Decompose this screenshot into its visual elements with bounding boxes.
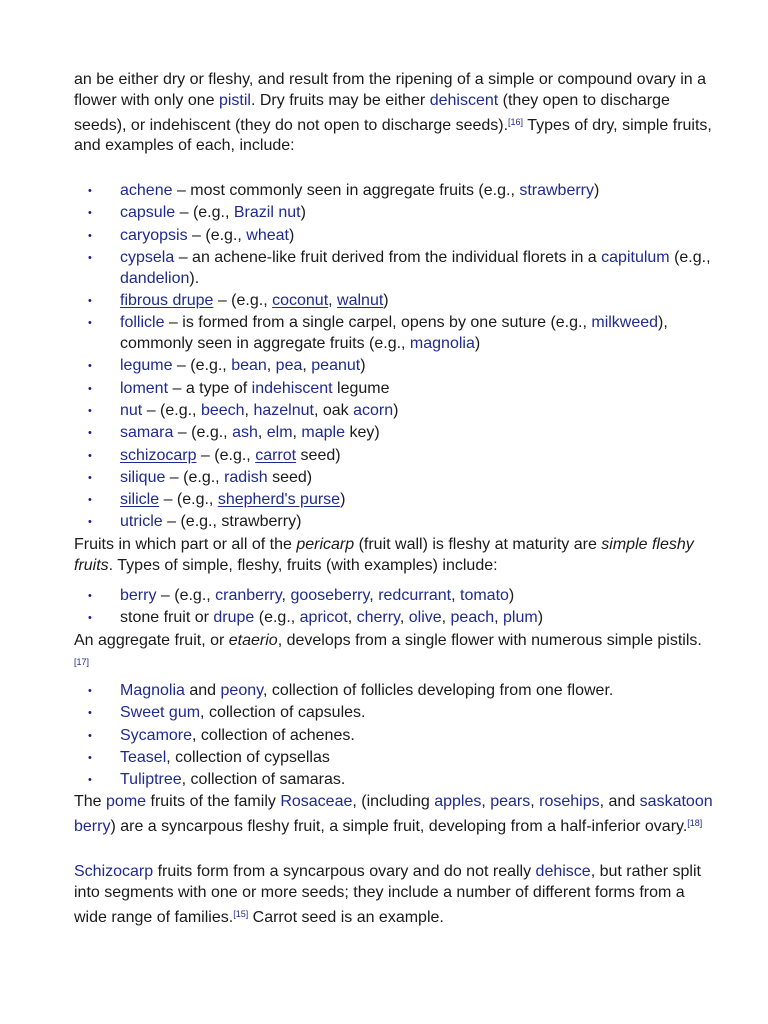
- list-text: ,: [244, 401, 254, 419]
- plum-link[interactable]: plum: [503, 609, 538, 627]
- bullet-icon: •: [88, 317, 92, 330]
- legume-link[interactable]: legume: [120, 357, 173, 375]
- etaerio-term: etaerio: [228, 632, 278, 649]
- list-text: ,: [451, 587, 460, 604]
- list-text: ,: [281, 587, 291, 604]
- list-item-silique: [74, 468, 714, 489]
- dehisce-link[interactable]: dehisce: [535, 863, 591, 880]
- list-text: (e.g.,: [254, 609, 300, 627]
- apples-link[interactable]: apples: [434, 793, 482, 810]
- bullet-icon: •: [88, 707, 92, 720]
- schizocarp-paragraph: [74, 862, 714, 928]
- peanut-link[interactable]: peanut: [311, 357, 361, 375]
- citation-16[interactable]: [16]: [508, 116, 524, 127]
- list-text: – a type of: [168, 379, 252, 397]
- bullet-icon: •: [88, 471, 92, 484]
- aggregate-paragraph: [74, 631, 714, 677]
- bullet-icon: •: [88, 294, 92, 307]
- intro-text-3: (they open to discharge seeds), or indehiscent (they do not open to discharge seeds).: [74, 91, 670, 134]
- bullet-icon: •: [88, 612, 92, 625]
- bean-link[interactable]: bean: [231, 357, 267, 375]
- bullet-icon: •: [88, 427, 92, 440]
- bullet-icon: •: [88, 494, 92, 507]
- dry-fruits-list-block: [74, 181, 714, 535]
- para-text: . Types of simple, fleshy, fruits (with examples) include:: [108, 556, 498, 574]
- rosehips-link[interactable]: rosehips: [539, 793, 600, 810]
- list-text: seed): [267, 468, 313, 486]
- magnolia-link[interactable]: magnolia: [409, 335, 475, 353]
- list-item-sweet-gum: [74, 703, 714, 724]
- list-text: , collection of follicles developing from one flower.: [262, 682, 614, 699]
- redcurrant-link[interactable]: redcurrant: [378, 587, 452, 604]
- list-text: , collection of samaras.: [181, 771, 346, 789]
- para-text: ) are a syncarpous fleshy fruit, a simple fruit, developing from a half-inferior ovary.: [110, 817, 688, 835]
- hazelnut-link[interactable]: hazelnut: [253, 401, 314, 419]
- walnut-link[interactable]: walnut: [337, 291, 384, 309]
- sycamore-link[interactable]: Sycamore: [120, 726, 193, 744]
- bullet-icon: •: [88, 382, 92, 395]
- berry-link[interactable]: berry: [120, 587, 157, 604]
- list-text: – is formed from a single carpel, opens by one suture (e.g.,: [164, 314, 592, 332]
- list-text: stone fruit or: [120, 609, 214, 627]
- list-text: – (e.g.,: [175, 204, 234, 222]
- bullet-icon: •: [88, 404, 92, 417]
- list-text: ,: [399, 609, 409, 627]
- bullet-icon: •: [88, 729, 92, 742]
- list-text: ,: [494, 609, 504, 627]
- para-text: An aggregate fruit, or: [74, 632, 229, 649]
- list-text: ): [340, 491, 346, 509]
- list-text: – most commonly seen in aggregate fruits (e.g.,: [172, 182, 520, 199]
- samara-link[interactable]: samara: [120, 424, 174, 442]
- list-text: – (e.g.,: [213, 291, 273, 309]
- bullet-icon: •: [88, 185, 92, 197]
- list-text: and: [184, 682, 221, 699]
- bullet-icon: •: [88, 751, 92, 764]
- list-item-fibrous-drupe: [74, 291, 714, 312]
- maple-link[interactable]: maple: [301, 424, 345, 442]
- olive-link[interactable]: olive: [408, 609, 442, 627]
- intro-text-2: . Dry fruits may be either: [250, 91, 430, 109]
- intro-paragraph: [74, 70, 714, 157]
- list-text: – (e.g.,: [159, 491, 218, 509]
- list-item-stone-fruit: [74, 608, 714, 629]
- list-item-tuliptree: [74, 770, 714, 791]
- list-item-magnolia: [74, 681, 714, 702]
- tomato-link[interactable]: tomato: [460, 587, 509, 604]
- list-item-utricle: [74, 512, 714, 533]
- list-item-capsule: [74, 203, 714, 224]
- list-text: ): [300, 204, 306, 222]
- bullet-icon: •: [88, 449, 92, 462]
- bullet-icon: •: [88, 251, 92, 264]
- citation-17[interactable]: [17]: [74, 656, 90, 667]
- list-text: – (e.g.,: [142, 401, 201, 419]
- list-text: ): [594, 182, 600, 199]
- shepherds-purse-link[interactable]: shepherd's purse: [217, 491, 341, 509]
- utricle-link[interactable]: utricle: [120, 513, 163, 531]
- schizocarp-para-link[interactable]: Schizocarp: [74, 863, 154, 880]
- intro-text-1: an be either dry or fleshy, and result from the ripening of a simple or compound ovary in a flower with only one: [74, 71, 707, 109]
- bullet-icon: •: [88, 685, 92, 697]
- list-text: (e.g.,: [669, 248, 711, 266]
- list-text: – an achene-like fruit derived from the individual florets in a: [174, 248, 602, 266]
- list-item-teasel: [74, 748, 714, 769]
- bullet-icon: •: [88, 207, 92, 220]
- cranberry-link[interactable]: cranberry: [215, 587, 282, 604]
- aggregate-paragraph-block: [74, 631, 714, 677]
- milkweed-link[interactable]: milkweed: [591, 314, 659, 332]
- list-item-loment: [74, 379, 714, 400]
- list-item-samara: [74, 423, 714, 444]
- coconut-link[interactable]: coconut: [272, 291, 329, 309]
- list-text: seed): [296, 446, 341, 464]
- pome-paragraph-block: [74, 792, 714, 838]
- fleshy-paragraph: [74, 535, 714, 577]
- fleshy-fruits-list-block: [74, 586, 714, 631]
- simple-fleshy-fruits-term: simple fleshy fruits: [74, 536, 694, 574]
- intro-paragraph-block: [74, 70, 714, 157]
- list-text: ).: [189, 269, 200, 287]
- saskatoon-berry-link[interactable]: saskatoon berry: [74, 793, 713, 835]
- bullet-icon: •: [88, 516, 92, 529]
- list-text: ,: [292, 424, 302, 442]
- ash-link[interactable]: ash: [232, 424, 258, 442]
- list-text: ,: [302, 357, 312, 375]
- list-item-cypsela: [74, 248, 714, 290]
- caryopsis-link[interactable]: caryopsis: [120, 226, 188, 244]
- rosaceae-link[interactable]: Rosaceae: [280, 793, 353, 810]
- list-text: ), commonly seen in aggregate fruits (e.g.,: [120, 314, 668, 353]
- fleshy-paragraph-block: [74, 535, 714, 577]
- gooseberry-link[interactable]: gooseberry: [290, 587, 370, 604]
- list-text: – (e.g.,: [173, 424, 233, 442]
- magnolia-genus-link[interactable]: Magnolia: [120, 682, 185, 699]
- list-item-sycamore: [74, 726, 714, 747]
- list-text: ,: [257, 424, 267, 442]
- list-text: ,: [369, 587, 379, 604]
- indehiscent-link[interactable]: indehiscent: [251, 379, 333, 397]
- pome-link[interactable]: pome: [106, 793, 147, 810]
- list-text: – (e.g.,: [172, 357, 232, 375]
- list-text: , collection of achenes.: [192, 726, 355, 744]
- list-item-berry: [74, 586, 714, 607]
- list-text: ): [474, 335, 481, 353]
- bullet-icon: •: [88, 360, 92, 373]
- carrot-link[interactable]: carrot: [255, 446, 297, 464]
- para-text: , but rather split into segments with one or more seeds; they include a number of different forms from a wide range of families.: [74, 863, 701, 926]
- pome-paragraph: [74, 792, 714, 838]
- wheat-link[interactable]: wheat: [246, 226, 289, 244]
- bullet-icon: •: [88, 774, 92, 787]
- drupe-link[interactable]: drupe: [213, 609, 255, 627]
- list-text: ): [288, 226, 295, 244]
- para-text: ,: [530, 793, 540, 810]
- para-text: ,: [481, 793, 491, 810]
- strawberry-link[interactable]: strawberry: [519, 182, 595, 199]
- para-text: fruits of the family: [146, 793, 281, 810]
- follicle-link[interactable]: follicle: [120, 314, 165, 332]
- silique-link[interactable]: silique: [120, 468, 166, 486]
- list-text: ,: [266, 357, 276, 375]
- schizocarp-link[interactable]: schizocarp: [120, 446, 197, 464]
- fleshy-fruits-list: [74, 586, 714, 629]
- list-text: , oak: [313, 401, 354, 419]
- list-text: legume: [332, 379, 390, 397]
- list-item-follicle: [74, 313, 714, 355]
- list-text: , collection of cypsellas: [166, 748, 330, 766]
- bullet-icon: •: [88, 590, 92, 602]
- aggregate-fruits-list-block: [74, 681, 714, 792]
- acorn-link[interactable]: acorn: [353, 401, 394, 419]
- list-item-silicle: [74, 490, 714, 511]
- nut-link[interactable]: nut: [120, 401, 143, 419]
- para-text: (fruit wall) is fleshy at maturity are: [354, 536, 602, 553]
- schizocarp-paragraph-block: [74, 862, 714, 928]
- para-text: , (including: [352, 793, 435, 810]
- list-text: ): [537, 609, 544, 627]
- dehiscent-link[interactable]: dehiscent: [429, 91, 499, 109]
- tuliptree-link[interactable]: Tuliptree: [120, 771, 182, 789]
- citation-18[interactable]: [18]: [687, 817, 703, 828]
- capitulum-link[interactable]: capitulum: [601, 248, 670, 266]
- list-text: key): [345, 424, 380, 442]
- pistil-link[interactable]: pistil: [218, 91, 251, 109]
- list-item-legume: [74, 356, 714, 377]
- brazil-nut-link[interactable]: Brazil nut: [233, 204, 301, 222]
- list-item-nut: [74, 401, 714, 422]
- fibrous-drupe-link[interactable]: fibrous drupe: [120, 291, 214, 309]
- list-text: ): [360, 357, 366, 375]
- pears-link[interactable]: pears: [490, 793, 531, 810]
- citation-15[interactable]: [15]: [233, 908, 249, 919]
- para-text: fruits form from a syncarpous ovary and do not really: [153, 863, 536, 880]
- dry-fruits-list: [74, 181, 714, 533]
- beech-link[interactable]: beech: [200, 401, 245, 419]
- list-text: – (e.g.,: [165, 468, 225, 486]
- list-text: – (e.g.,: [156, 587, 216, 604]
- cypsela-link[interactable]: cypsela: [120, 248, 175, 266]
- pericarp-term: pericarp: [296, 536, 355, 553]
- list-text: ): [508, 587, 515, 604]
- pea-link[interactable]: pea: [275, 357, 303, 375]
- list-text: ,: [328, 291, 338, 309]
- capsule-link[interactable]: capsule: [120, 204, 176, 222]
- para-text: The: [74, 793, 107, 810]
- peony-link[interactable]: peony: [220, 682, 263, 699]
- list-item-achene: [74, 181, 714, 202]
- list-text: – (e.g.,: [187, 226, 247, 244]
- list-text: – (e.g., strawberry): [162, 513, 302, 531]
- list-text: ,: [441, 609, 451, 627]
- list-text: ,: [347, 609, 357, 627]
- bullet-icon: •: [88, 229, 92, 242]
- list-text: , collection of capsules.: [200, 704, 366, 722]
- list-text: ): [383, 291, 389, 309]
- para-text: Fruits in which part or all of the: [74, 536, 297, 553]
- list-text: ): [393, 401, 399, 419]
- para-text: Carrot seed is an example.: [248, 908, 444, 926]
- silicle-link[interactable]: silicle: [120, 491, 160, 509]
- achene-link[interactable]: achene: [120, 182, 173, 199]
- cherry-link[interactable]: cherry: [356, 609, 400, 627]
- aggregate-fruits-list: [74, 681, 714, 791]
- list-item-caryopsis: [74, 226, 714, 247]
- list-text: – (e.g.,: [196, 446, 256, 464]
- dandelion-link[interactable]: dandelion: [120, 269, 190, 287]
- list-item-schizocarp: [74, 446, 714, 467]
- teasel-link[interactable]: Teasel: [120, 748, 167, 766]
- loment-link[interactable]: loment: [120, 379, 169, 397]
- intro-text-4: Types of dry, simple fruits, and examples of each, include:: [74, 116, 712, 155]
- radish-link[interactable]: radish: [224, 468, 268, 486]
- sweet-gum-link[interactable]: Sweet gum: [120, 704, 201, 722]
- elm-link[interactable]: elm: [266, 424, 293, 442]
- para-text: , develops from a single flower with numerous simple pistils.: [277, 632, 702, 649]
- para-text: , and: [599, 793, 640, 810]
- peach-link[interactable]: peach: [450, 609, 495, 627]
- apricot-link[interactable]: apricot: [299, 609, 348, 627]
